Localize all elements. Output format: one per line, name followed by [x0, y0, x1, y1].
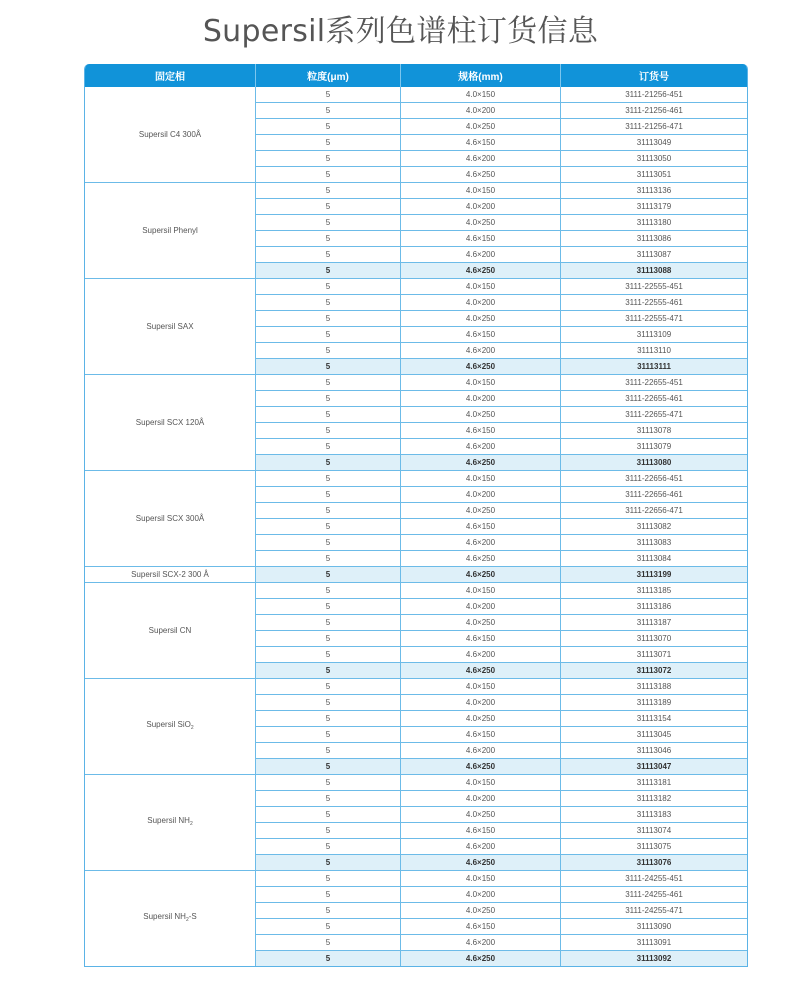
page-title: Supersil系列色谱柱订货信息	[202, 14, 599, 49]
order-number-cell: 31113079	[561, 439, 747, 455]
particle-size-cell: 5	[256, 583, 401, 599]
dimensions-cell: 4.0×150	[401, 775, 561, 791]
particle-size-cell: 5	[256, 615, 401, 631]
order-number-cell: 31113183	[561, 807, 747, 823]
particle-size-cell: 5	[256, 407, 401, 423]
dimensions-cell: 4.6×200	[401, 647, 561, 663]
table-header-row	[85, 64, 747, 87]
ordering-table-container	[84, 64, 746, 967]
dimensions-cell: 4.6×150	[401, 423, 561, 439]
order-number-cell: 31113092	[561, 951, 747, 966]
particle-size-cell: 5	[256, 903, 401, 919]
order-number-cell: 31113186	[561, 599, 747, 615]
particle-size-cell: 5	[256, 375, 401, 391]
table-row	[85, 87, 747, 103]
particle-size-cell: 5	[256, 791, 401, 807]
order-number-cell: 3111-22655-471	[561, 407, 747, 423]
phase-name: Supersil SiO	[146, 720, 191, 729]
order-number-cell: 3111-24255-471	[561, 903, 747, 919]
order-number-cell: 31113082	[561, 519, 747, 535]
particle-size-cell: 5	[256, 727, 401, 743]
order-number-cell: 31113087	[561, 247, 747, 263]
order-number-cell: 3111-21256-471	[561, 119, 747, 135]
header-particle-size: 粒度(μm)	[256, 64, 401, 87]
ordering-table	[84, 64, 748, 967]
order-number-cell: 3111-22555-451	[561, 279, 747, 295]
dimensions-cell: 4.0×250	[401, 903, 561, 919]
particle-size-cell: 5	[256, 663, 401, 679]
dimensions-cell: 4.6×150	[401, 919, 561, 935]
order-number-cell: 31113051	[561, 167, 747, 183]
particle-size-cell: 5	[256, 231, 401, 247]
order-number-cell: 3111-22655-461	[561, 391, 747, 407]
dimensions-cell: 4.6×200	[401, 839, 561, 855]
stationary-phase-cell	[85, 87, 256, 183]
particle-size-cell: 5	[256, 167, 401, 183]
dimensions-cell: 4.6×250	[401, 663, 561, 679]
stationary-phase-cell	[85, 471, 256, 567]
table-row	[85, 471, 747, 487]
phase-subscript: 2	[189, 821, 193, 827]
order-number-cell: 31113179	[561, 199, 747, 215]
phase-name: Supersil Phenyl	[142, 226, 198, 235]
order-number-cell: 3111-22656-471	[561, 503, 747, 519]
order-number-cell: 31113045	[561, 727, 747, 743]
table-row	[85, 279, 747, 295]
table-row	[85, 183, 747, 199]
particle-size-cell: 5	[256, 423, 401, 439]
order-number-cell: 31113111	[561, 359, 747, 375]
particle-size-cell: 5	[256, 695, 401, 711]
order-number-cell: 31113091	[561, 935, 747, 951]
header-dimensions: 规格(mm)	[401, 64, 561, 87]
dimensions-cell: 4.6×200	[401, 535, 561, 551]
order-number-cell: 31113047	[561, 759, 747, 775]
dimensions-cell: 4.6×200	[401, 935, 561, 951]
phase-name: Supersil C4 300Å	[138, 130, 202, 139]
order-number-cell: 31113109	[561, 327, 747, 343]
particle-size-cell: 5	[256, 871, 401, 887]
order-number-cell: 3111-24255-451	[561, 871, 747, 887]
stationary-phase-cell	[85, 679, 256, 775]
table-row	[85, 567, 747, 583]
order-number-cell: 3111-21256-461	[561, 103, 747, 119]
order-number-cell: 31113050	[561, 151, 747, 167]
order-number-cell: 31113180	[561, 215, 747, 231]
particle-size-cell: 5	[256, 247, 401, 263]
order-number-cell: 31113154	[561, 711, 747, 727]
phase-name: Supersil SCX 120Å	[135, 418, 205, 427]
order-number-cell: 31113076	[561, 855, 747, 871]
stationary-phase-cell	[85, 183, 256, 279]
dimensions-cell: 4.6×150	[401, 327, 561, 343]
particle-size-cell: 5	[256, 135, 401, 151]
dimensions-cell: 4.6×250	[401, 455, 561, 471]
particle-size-cell: 5	[256, 279, 401, 295]
particle-size-cell: 5	[256, 295, 401, 311]
dimensions-cell: 4.0×200	[401, 887, 561, 903]
particle-size-cell: 5	[256, 199, 401, 215]
dimensions-cell: 4.0×250	[401, 711, 561, 727]
stationary-phase-cell	[85, 583, 256, 679]
particle-size-cell: 5	[256, 759, 401, 775]
order-number-cell: 31113086	[561, 231, 747, 247]
particle-size-cell: 5	[256, 535, 401, 551]
dimensions-cell: 4.0×200	[401, 791, 561, 807]
particle-size-cell: 5	[256, 775, 401, 791]
particle-size-cell: 5	[256, 343, 401, 359]
order-number-cell: 31113049	[561, 135, 747, 151]
phase-subscript: 2	[185, 917, 189, 923]
particle-size-cell: 5	[256, 855, 401, 871]
particle-size-cell: 5	[256, 183, 401, 199]
particle-size-cell: 5	[256, 807, 401, 823]
dimensions-cell: 4.0×200	[401, 199, 561, 215]
dimensions-cell: 4.0×200	[401, 295, 561, 311]
dimensions-cell: 4.0×200	[401, 391, 561, 407]
dimensions-cell: 4.0×250	[401, 311, 561, 327]
dimensions-cell: 4.6×250	[401, 759, 561, 775]
order-number-cell: 31113199	[561, 567, 747, 583]
table-row	[85, 775, 747, 791]
dimensions-cell: 4.6×250	[401, 951, 561, 966]
dimensions-cell: 4.0×150	[401, 679, 561, 695]
dimensions-cell: 4.0×250	[401, 119, 561, 135]
phase-name: Supersil SAX	[146, 322, 194, 331]
order-number-cell: 31113187	[561, 615, 747, 631]
particle-size-cell: 5	[256, 951, 401, 966]
particle-size-cell: 5	[256, 631, 401, 647]
dimensions-cell: 4.6×250	[401, 359, 561, 375]
table-row	[85, 871, 747, 887]
phase-name: Supersil NH	[143, 912, 186, 921]
order-number-cell: 3111-22555-461	[561, 295, 747, 311]
dimensions-cell: 4.6×150	[401, 727, 561, 743]
order-number-cell: 31113088	[561, 263, 747, 279]
order-number-cell: 31113046	[561, 743, 747, 759]
particle-size-cell: 5	[256, 711, 401, 727]
dimensions-cell: 4.6×200	[401, 439, 561, 455]
dimensions-cell: 4.6×150	[401, 519, 561, 535]
order-number-cell: 31113189	[561, 695, 747, 711]
table-row	[85, 375, 747, 391]
dimensions-cell: 4.0×250	[401, 615, 561, 631]
particle-size-cell: 5	[256, 263, 401, 279]
order-number-cell: 3111-22655-451	[561, 375, 747, 391]
dimensions-cell: 4.0×250	[401, 215, 561, 231]
order-number-cell: 3111-24255-461	[561, 887, 747, 903]
dimensions-cell: 4.6×150	[401, 135, 561, 151]
dimensions-cell: 4.6×150	[401, 231, 561, 247]
dimensions-cell: 4.6×250	[401, 855, 561, 871]
particle-size-cell: 5	[256, 103, 401, 119]
order-number-cell: 3111-22656-451	[561, 471, 747, 487]
dimensions-cell: 4.6×200	[401, 343, 561, 359]
particle-size-cell: 5	[256, 471, 401, 487]
dimensions-cell: 4.6×200	[401, 247, 561, 263]
phase-name: Supersil SCX 300Å	[135, 514, 205, 523]
dimensions-cell: 4.0×150	[401, 183, 561, 199]
stationary-phase-cell	[85, 871, 256, 966]
order-number-cell: 31113070	[561, 631, 747, 647]
particle-size-cell: 5	[256, 87, 401, 103]
order-number-cell: 31113080	[561, 455, 747, 471]
table-body	[85, 87, 747, 966]
particle-size-cell: 5	[256, 647, 401, 663]
dimensions-cell: 4.0×250	[401, 807, 561, 823]
dimensions-cell: 4.0×200	[401, 103, 561, 119]
order-number-cell: 31113136	[561, 183, 747, 199]
header-order-number: 订货号	[561, 64, 747, 87]
stationary-phase-cell	[85, 567, 256, 583]
stationary-phase-cell	[85, 775, 256, 871]
dimensions-cell: 4.0×250	[401, 407, 561, 423]
dimensions-cell: 4.0×150	[401, 87, 561, 103]
order-number-cell: 31113188	[561, 679, 747, 695]
order-number-cell: 31113090	[561, 919, 747, 935]
particle-size-cell: 5	[256, 487, 401, 503]
dimensions-cell: 4.0×200	[401, 695, 561, 711]
particle-size-cell: 5	[256, 599, 401, 615]
order-number-cell: 31113078	[561, 423, 747, 439]
particle-size-cell: 5	[256, 887, 401, 903]
particle-size-cell: 5	[256, 743, 401, 759]
dimensions-cell: 4.6×150	[401, 823, 561, 839]
dimensions-cell: 4.0×150	[401, 583, 561, 599]
order-number-cell: 31113083	[561, 535, 747, 551]
table-row	[85, 679, 747, 695]
dimensions-cell: 4.0×200	[401, 599, 561, 615]
dimensions-cell: 4.0×250	[401, 503, 561, 519]
dimensions-cell: 4.0×150	[401, 375, 561, 391]
dimensions-cell: 4.6×250	[401, 551, 561, 567]
particle-size-cell: 5	[256, 359, 401, 375]
phase-name: Supersil CN	[148, 626, 192, 635]
particle-size-cell: 5	[256, 311, 401, 327]
particle-size-cell: 5	[256, 151, 401, 167]
order-number-cell: 31113074	[561, 823, 747, 839]
order-number-cell: 3111-22656-461	[561, 487, 747, 503]
order-number-cell: 3111-22555-471	[561, 311, 747, 327]
particle-size-cell: 5	[256, 391, 401, 407]
particle-size-cell: 5	[256, 215, 401, 231]
particle-size-cell: 5	[256, 567, 401, 583]
dimensions-cell: 4.0×150	[401, 471, 561, 487]
order-number-cell: 31113185	[561, 583, 747, 599]
particle-size-cell: 5	[256, 119, 401, 135]
particle-size-cell: 5	[256, 455, 401, 471]
dimensions-cell: 4.6×250	[401, 263, 561, 279]
table-row	[85, 583, 747, 599]
particle-size-cell: 5	[256, 935, 401, 951]
dimensions-cell: 4.6×250	[401, 567, 561, 583]
particle-size-cell: 5	[256, 519, 401, 535]
phase-suffix: -S	[188, 912, 197, 921]
header-stationary-phase: 固定相	[85, 64, 256, 87]
order-number-cell: 31113072	[561, 663, 747, 679]
dimensions-cell: 4.6×200	[401, 743, 561, 759]
dimensions-cell: 4.6×250	[401, 167, 561, 183]
particle-size-cell: 5	[256, 439, 401, 455]
order-number-cell: 31113110	[561, 343, 747, 359]
stationary-phase-cell	[85, 279, 256, 375]
dimensions-cell: 4.6×200	[401, 151, 561, 167]
order-number-cell: 3111-21256-451	[561, 87, 747, 103]
particle-size-cell: 5	[256, 679, 401, 695]
phase-name: Supersil SCX-2 300 Å	[131, 570, 209, 579]
phase-name: Supersil NH	[147, 816, 190, 825]
order-number-cell: 31113181	[561, 775, 747, 791]
dimensions-cell: 4.0×200	[401, 487, 561, 503]
order-number-cell: 31113182	[561, 791, 747, 807]
particle-size-cell: 5	[256, 823, 401, 839]
phase-subscript: 2	[190, 725, 194, 731]
order-number-cell: 31113075	[561, 839, 747, 855]
order-number-cell: 31113084	[561, 551, 747, 567]
dimensions-cell: 4.0×150	[401, 279, 561, 295]
dimensions-cell: 4.6×150	[401, 631, 561, 647]
particle-size-cell: 5	[256, 503, 401, 519]
dimensions-cell: 4.0×150	[401, 871, 561, 887]
order-number-cell: 31113071	[561, 647, 747, 663]
particle-size-cell: 5	[256, 327, 401, 343]
particle-size-cell: 5	[256, 551, 401, 567]
particle-size-cell: 5	[256, 919, 401, 935]
particle-size-cell: 5	[256, 839, 401, 855]
stationary-phase-cell	[85, 375, 256, 471]
